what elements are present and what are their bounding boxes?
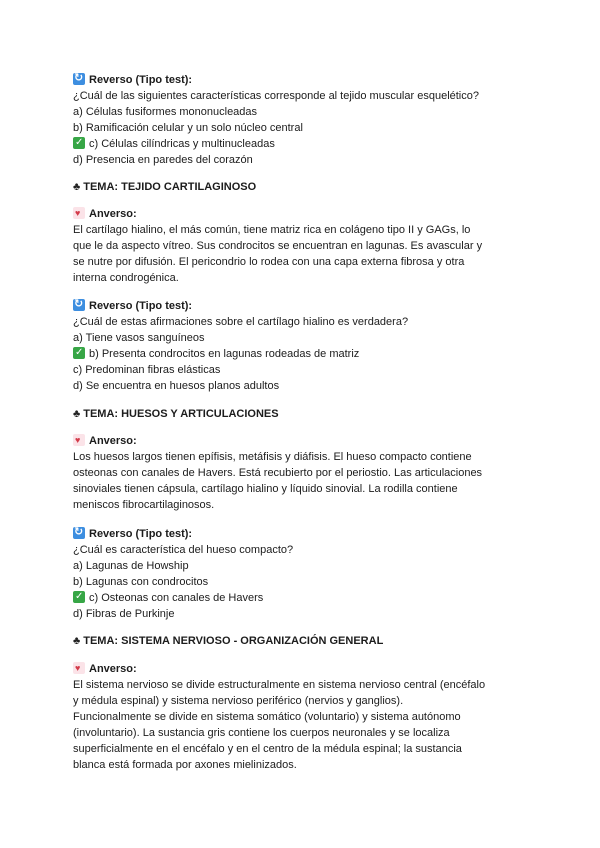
question-text: ¿Cuál de estas afirmaciones sobre el cartílago hialino es verdadera? bbox=[73, 316, 409, 328]
front-card bbox=[73, 661, 533, 773]
front-text-line: Funcionalmente se divide en sistema somático (voluntario) y sistema autónomo bbox=[73, 711, 461, 723]
reverse-heading: ↻Reverso (Tipo test): bbox=[73, 526, 533, 542]
card-icon bbox=[73, 434, 85, 446]
check-icon bbox=[73, 347, 85, 359]
clover-icon: ♣ bbox=[73, 408, 81, 420]
front-text-line: sinoviales tienen cápsula, cartílago hialino y líquido sinovial. La rodilla contiene bbox=[73, 483, 458, 495]
answer-option: b) Lagunas con condrocitos bbox=[73, 576, 209, 588]
front-heading: ♥Anverso: bbox=[73, 433, 533, 449]
front-text-line: y médula espinal) y sistema nervioso periférico (nervios y ganglios). bbox=[73, 695, 404, 707]
topic-heading: ♣ TEMA: HUESOS Y ARTICULACIONES bbox=[73, 408, 279, 420]
sync-icon bbox=[73, 73, 85, 85]
front-text-line: Los huesos largos tienen epífisis, metáfisis y diáfisis. El hueso compacto contiene bbox=[73, 451, 472, 463]
front-text-line: osteonas con canales de Havers. Está recubierto por el periostio. Las articulaciones bbox=[73, 467, 483, 479]
front-heading: ♥Anverso: bbox=[73, 661, 533, 677]
answer-option: c) Predominan fibras elásticas bbox=[73, 364, 221, 376]
front-card bbox=[73, 433, 533, 513]
answer-option: d) Fibras de Purkinje bbox=[73, 608, 175, 620]
answer-option: d) Presencia en paredes del corazón bbox=[73, 154, 253, 166]
reverse-card bbox=[73, 72, 533, 168]
topic-heading: ♣ TEMA: TEJIDO CARTILAGINOSO bbox=[73, 181, 257, 193]
answer-option-correct: ✓c) Células cilíndricas y multinucleadas bbox=[73, 136, 533, 152]
answer-option-correct: ✓b) Presenta condrocitos en lagunas rodeadas de matriz bbox=[73, 346, 533, 362]
front-text-line: blanca está formada por axones mielinizados. bbox=[73, 759, 297, 771]
front-text-line: que le da aspecto vítreo. Sus condrocitos se encuentran en lagunas. Es avascular y bbox=[73, 240, 483, 252]
answer-option: a) Tiene vasos sanguíneos bbox=[73, 332, 205, 344]
front-text-line: meniscos fibrocartilaginosos. bbox=[73, 499, 215, 511]
front-text-line: (involuntario). La sustancia gris contiene los cuerpos neuronales y se localiza bbox=[73, 727, 450, 739]
front-text-line: superficialmente en el encéfalo y en el centro de la médula espinal; la sustancia bbox=[73, 743, 462, 755]
question-text: ¿Cuál de las siguientes características corresponde al tejido muscular esquelético? bbox=[73, 90, 479, 102]
front-text-line: interna condrogénica. bbox=[73, 272, 179, 284]
check-icon bbox=[73, 137, 85, 149]
clover-icon: ♣ bbox=[73, 181, 81, 193]
sync-icon bbox=[73, 299, 85, 311]
sync-icon bbox=[73, 527, 85, 539]
answer-option: a) Lagunas de Howship bbox=[73, 560, 189, 572]
reverse-heading: ↻Reverso (Tipo test): bbox=[73, 298, 533, 314]
check-icon bbox=[73, 591, 85, 603]
front-text-line: se nutre por difusión. El pericondrio lo rodea con una capa externa fibrosa y otra bbox=[73, 256, 465, 268]
reverse-heading: ↻Reverso (Tipo test): bbox=[73, 72, 533, 88]
card-icon bbox=[73, 207, 85, 219]
front-heading: ♥Anverso: bbox=[73, 206, 533, 222]
answer-option: a) Células fusiformes mononucleadas bbox=[73, 106, 258, 118]
front-card bbox=[73, 206, 533, 286]
front-text-line: El sistema nervioso se divide estructuralmente en sistema nervioso central (encéfalo bbox=[73, 679, 486, 691]
answer-option: b) Ramificación celular y un solo núcleo central bbox=[73, 122, 303, 134]
reverse-card bbox=[73, 526, 533, 622]
clover-icon: ♣ bbox=[73, 635, 81, 647]
front-text-line: El cartílago hialino, el más común, tiene matriz rica en colágeno tipo II y GAGs, lo bbox=[73, 224, 471, 236]
card-icon bbox=[73, 662, 85, 674]
answer-option: d) Se encuentra en huesos planos adultos bbox=[73, 380, 280, 392]
question-text: ¿Cuál es característica del hueso compacto? bbox=[73, 544, 294, 556]
topic-heading: ♣ TEMA: SISTEMA NERVIOSO - ORGANIZACIÓN GENERAL bbox=[73, 635, 384, 647]
answer-option-correct: ✓c) Osteonas con canales de Havers bbox=[73, 590, 533, 606]
reverse-card bbox=[73, 298, 533, 394]
